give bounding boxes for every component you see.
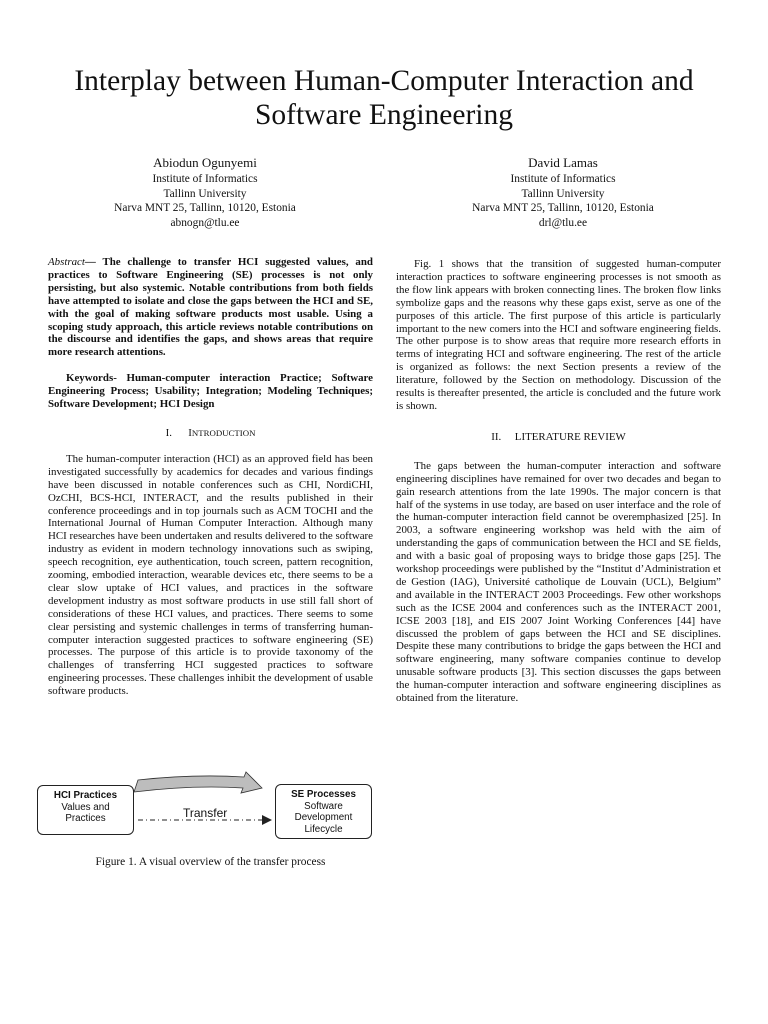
author-institute: Institute of Informatics <box>152 173 258 185</box>
keywords: Keywords- Human-computer interaction Practice; Software Engineering Process; Usability; Integration; Modeling Techniques; Software Development; HCI Design <box>48 372 373 411</box>
author-email: abnogn@tlu.ee <box>170 216 240 229</box>
author-name: David Lamas <box>528 155 598 170</box>
abstract-dash: — <box>84 256 103 268</box>
author-address: Narva MNT 25, Tallinn, 10120, Estonia <box>114 202 296 214</box>
literature-review-paragraph: The gaps between the human-computer interaction and software engineering disciplines have remained for over two decades and began to gain research attentions from the late 1990s. The major concern is that half of the systems in use today, are based on user interface and the role of the human-computer interaction field cannot be overemphasized [25]. In 2003, a software engineering workshop was held with the aim of understanding the gaps of communication between the HCI and SE fields, and with a basic goal of proposing ways to bridge those gaps [25]. The workshop proceedings were published by the “Institut d’Administration et de Gestion (IAG), Université catholique de Louvain (UCL), Belgium” and available in the INTERACT 2003 Proceedings. Few other workshops such as the ICSE 2004 and conferences such as the INTERACT 2001, ICSE 2003 [18], and EIS 2007 Joint Working Conferences [44] have discussed the problem of gaps between the HCI and SE disciplines. Despite these many contributions to bridge the gaps between the HCI and software engineering, many software companies continue to develop unusable software products [3]. This section discusses the gaps between the human-computer interaction and software engineering disciplines as obtained from the literature. <box>396 459 721 705</box>
author-name: Abiodun Ogunyemi <box>153 155 257 170</box>
section-number: I. <box>165 426 172 439</box>
author-university: Tallinn University <box>163 187 247 200</box>
section-title-first-letter: I <box>188 426 192 439</box>
figure-discussion-paragraph: Fig. 1 shows that the transition of suggested human-computer interaction practices to software engineering processes is not smooth as the flow link appears with broken connecting lines. The broken flow links symbolize gaps and the reasons why these gaps exist, serve as one of the purposes of this article. The first purpose of this article is particularly important to the new comers into the HCI and software engineering fields. The other purpose is to show areas that require more research efforts in terms of integrating HCI and software engineering. The rest of the article is organized as follows: the next Section presents a review of the literature, followed by the Section on methodology. Discussion of the results is thereafter presented, the article is concluded and the future work is shown. <box>396 258 721 412</box>
hci-practices-title: HCI Practices <box>53 790 118 801</box>
transfer-label: Transfer <box>183 806 228 820</box>
abstract-label: Abstract <box>48 256 85 268</box>
author-address: Narva MNT 25, Tallinn, 10120, Estonia <box>472 202 654 214</box>
abstract-text: The challenge to transfer HCI suggested values, and practices to Software Engineering (SE) processes is not only persisting, but also systemic. Notable contributions from both fields have attempted to isolate and close the gaps between the HCI and SE, with the goal of making software products most usable. Using a scoping study approach, this article reviews notable contributions on the discourse and identifies the gaps, and shows areas that require more research attentions. <box>48 256 373 359</box>
se-development-label: Development <box>294 812 353 823</box>
title-line-2: Software Engineering <box>254 99 514 131</box>
se-processes-title: SE Processes <box>291 789 356 800</box>
arrowhead-icon <box>262 815 272 825</box>
right-column <box>396 258 721 705</box>
curved-transfer-arrow <box>134 772 262 793</box>
section-number: II. <box>491 430 502 443</box>
author-university: Tallinn University <box>521 187 605 200</box>
hci-values-label: Values and <box>61 801 110 813</box>
hci-practices-label: Practices <box>65 813 106 824</box>
figure-caption: Figure 1. A visual overview of the transfer process <box>95 856 326 868</box>
section-heading-literature-review <box>396 431 721 444</box>
section-title: LITERATURE REVIEW <box>514 430 626 443</box>
section-title-rest: NTRODUCTION <box>191 427 256 438</box>
title-line-1: Interplay between Human-Computer Interaction and <box>74 65 694 97</box>
author-email: drl@tlu.ee <box>538 216 588 229</box>
se-lifecycle-label: Lifecycle <box>304 823 343 835</box>
author-institute: Institute of Informatics <box>510 173 616 185</box>
introduction-paragraph: The human-computer interaction (HCI) as an approved field has been investigated successfully by academics for decades and various findings have been discussed in notable conferences such as CHI, NordiCHI, OzCHI, BCS-HCI, INTERACT, and the results published in their conference proceedings and in top journals such as ACM TOCHI and the International Journal of Human Computer Interaction. Although many HCI researches have been undertaken and results delivered to the software industry as evident in modern technology innovations such as swiping, speech recognition, eye authentication, touch screen, pattern recognition, zooming, embodied interaction, wearable devices etc, there seems to be a clear slow uptake of HCI values, and practices in the software development industry as most software products in use still fall short of considerations of these HCI values, and practices. There seems to some clear persisting and systemic challenges in terms of transferring human-computer interaction suggested practices to software engineering (SE) processes. The purpose of this article is to provide taxonomy of the challenges of transferring HCI suggested practices to software engineering processes. These challenges inhibit the development of usable software products. <box>48 452 373 698</box>
se-software-label: Software <box>304 800 343 812</box>
